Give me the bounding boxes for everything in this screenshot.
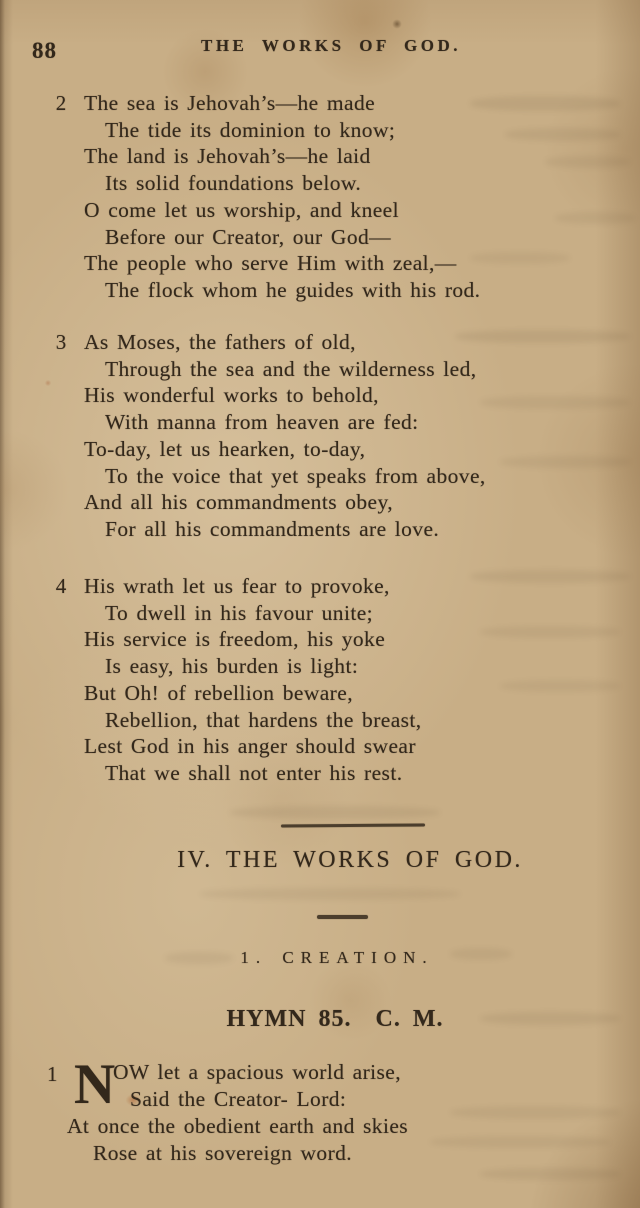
verse-line: Its solid foundations below. — [105, 171, 362, 196]
verse-line: His wonderful works to behold, — [84, 383, 379, 408]
verse-line: The sea is Jehovah’s—he made — [84, 91, 376, 115]
verse-line: The tide its dominion to know; — [105, 117, 396, 142]
verse-number: 3 — [55, 330, 67, 354]
verse-line: Through the sea and the wilderness led, — [105, 356, 477, 381]
subsection-title: 1. CREATION. — [240, 948, 434, 967]
verse-lines — [84, 573, 422, 787]
bleedthrough-smudge — [555, 212, 635, 224]
bleedthrough-smudge — [430, 1136, 610, 1148]
bleedthrough-smudge — [500, 680, 620, 692]
hymn-heading: HYMN 85. C. M. — [226, 1006, 444, 1032]
subsection-divider — [317, 915, 368, 919]
bleedthrough-smudge — [480, 1168, 620, 1180]
running-header: THE WORKS OF GOD. — [201, 36, 461, 55]
hymn-85-verse-1 — [47, 1053, 409, 1167]
verse-line: O come let us worship, and kneel — [84, 197, 399, 222]
verse-line: As Moses, the fathers of old, — [84, 330, 356, 354]
verse-line: To-day, let us hearken, to-day, — [84, 436, 366, 461]
section-divider — [281, 823, 425, 827]
bleedthrough-smudge — [450, 1106, 620, 1119]
section-title: IV. THE WORKS OF GOD. — [177, 847, 523, 873]
verse-3 — [50, 329, 486, 543]
verse-line: Before our Creator, our God— — [105, 224, 392, 249]
verse-line: His service is freedom, his yoke — [84, 627, 386, 652]
verse-lines — [84, 90, 480, 304]
verse-line: The land is Jehovah’s—he laid — [84, 144, 371, 169]
page-header — [0, 36, 640, 63]
verse-line: Is easy, his burden is light: — [105, 654, 359, 679]
verse-line: To the voice that yet speaks from above, — [105, 463, 486, 488]
page-number: 88 — [32, 38, 57, 63]
bleedthrough-smudge — [505, 128, 620, 141]
verse-line: The people who serve Him with zeal,— — [84, 251, 457, 276]
verse-lines — [84, 329, 486, 543]
verse-line: Rebellion, that hardens the breast, — [105, 707, 422, 732]
verse-line: To dwell in his favour unite; — [105, 600, 374, 625]
bleedthrough-smudge — [470, 252, 570, 264]
verse-number: 2 — [55, 91, 67, 115]
bleedthrough-smudge — [200, 888, 460, 900]
bleedthrough-smudge — [230, 806, 440, 819]
verse-4 — [50, 573, 422, 787]
verse-line: For all his commandments are love. — [105, 516, 440, 541]
verse-line: Rose at his sovereign word. — [93, 1141, 353, 1165]
verse-2 — [50, 90, 480, 304]
verse-line: And all his commandments obey, — [84, 490, 394, 515]
bleedthrough-smudge — [470, 96, 620, 111]
verse-lines — [67, 1053, 409, 1167]
bleedthrough-smudge — [480, 626, 620, 638]
bleedthrough-smudge — [500, 456, 630, 468]
verse-number: 1 — [47, 1062, 58, 1086]
verse-line: His wrath let us fear to provoke, — [84, 574, 390, 598]
verse-line: At once the obedient earth and skies — [67, 1114, 409, 1138]
verse-line: OW let a spacious world arise, — [113, 1060, 402, 1084]
bleedthrough-smudge — [480, 396, 630, 409]
bleedthrough-smudge — [545, 156, 630, 168]
verse-line: That we shall not enter his rest. — [105, 760, 403, 785]
verse-line: Lest God in his anger should swear — [84, 734, 416, 759]
verse-line: Said the Creator- Lord: — [130, 1087, 347, 1111]
verse-line: But Oh! of rebellion beware, — [84, 680, 353, 705]
bleedthrough-smudge — [470, 570, 630, 583]
verse-line: With manna from heaven are fed: — [105, 410, 419, 435]
drop-cap: N — [74, 1053, 116, 1116]
verse-number: 4 — [55, 574, 67, 598]
verse-line: The flock whom he guides with his rod. — [105, 277, 481, 302]
